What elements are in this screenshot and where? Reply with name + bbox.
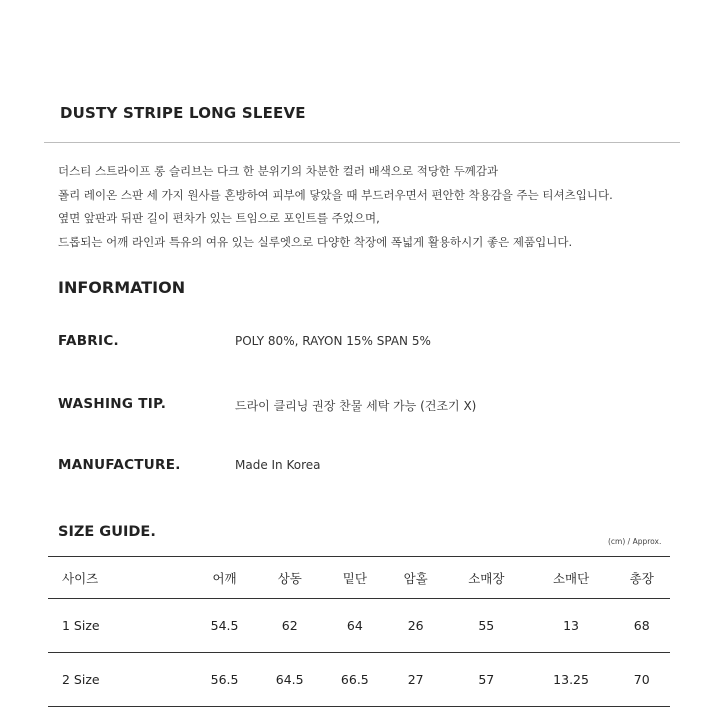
table-row — [48, 599, 670, 653]
column-header: 암홀 — [387, 557, 444, 599]
table-cell: 54.5 — [192, 599, 257, 653]
info-row-fabric — [58, 333, 658, 353]
information-heading: INFORMATION — [58, 278, 186, 297]
table-cell: 55 — [444, 599, 529, 653]
info-label: MANUFACTURE. — [58, 457, 181, 473]
column-header: 총장 — [613, 557, 670, 599]
size-guide-heading: SIZE GUIDE. — [58, 524, 156, 540]
description-line: 더스티 스트라이프 롱 슬리브는 다크 한 분위기의 차분한 컬러 배색으로 적당한 두께감과 — [58, 164, 499, 178]
info-value: Made In Korea — [235, 458, 321, 472]
table-cell: 57 — [444, 653, 529, 707]
info-row-washing — [58, 396, 658, 416]
table-cell: 64.5 — [257, 653, 322, 707]
title-divider — [44, 142, 680, 143]
info-label: FABRIC. — [58, 333, 119, 349]
table-cell: 70 — [613, 653, 670, 707]
table-header-row — [48, 557, 670, 599]
cropped-top-text — [230, 0, 490, 7]
table-cell: 1 Size — [48, 599, 192, 653]
info-value: POLY 80%, RAYON 15% SPAN 5% — [235, 334, 431, 348]
table-cell: 56.5 — [192, 653, 257, 707]
table-cell: 66.5 — [322, 653, 387, 707]
table-cell: 26 — [387, 599, 444, 653]
table-cell: 68 — [613, 599, 670, 653]
description-line: 드롭되는 어깨 라인과 특유의 여유 있는 실루엣으로 다양한 착장에 폭넓게 활용하시기 좋은 제품입니다. — [58, 234, 573, 249]
column-header: 소매단 — [529, 557, 614, 599]
column-header: 소매장 — [444, 557, 529, 599]
column-header: 상동 — [257, 557, 322, 599]
column-header: 밑단 — [322, 557, 387, 599]
product-description — [58, 160, 678, 254]
size-table — [48, 556, 670, 707]
table-cell: 13 — [529, 599, 614, 653]
unit-note: (cm) / Approx. — [608, 537, 662, 546]
info-value: 드라이 클리닝 권장 찬물 세탁 가능 (건조기 X) — [235, 399, 477, 413]
description-line: 폴리 레이온 스판 세 가지 원사를 혼방하여 피부에 닿았을 때 부드러우면서 편안한 착용감을 주는 티셔츠입니다. — [58, 187, 613, 202]
description-line: 옆면 앞판과 뒤판 길이 편차가 있는 트임으로 포인트를 주었으며, — [58, 211, 380, 225]
info-label: WASHING TIP. — [58, 396, 167, 412]
column-header: 어깨 — [192, 557, 257, 599]
table-cell: 62 — [257, 599, 322, 653]
table-cell: 27 — [387, 653, 444, 707]
product-title: DUSTY STRIPE LONG SLEEVE — [60, 104, 306, 122]
table-cell: 64 — [322, 599, 387, 653]
table-row — [48, 653, 670, 707]
column-header: 사이즈 — [48, 557, 192, 599]
info-row-manufacture — [58, 457, 658, 477]
table-cell: 13.25 — [529, 653, 614, 707]
table-cell: 2 Size — [48, 653, 192, 707]
